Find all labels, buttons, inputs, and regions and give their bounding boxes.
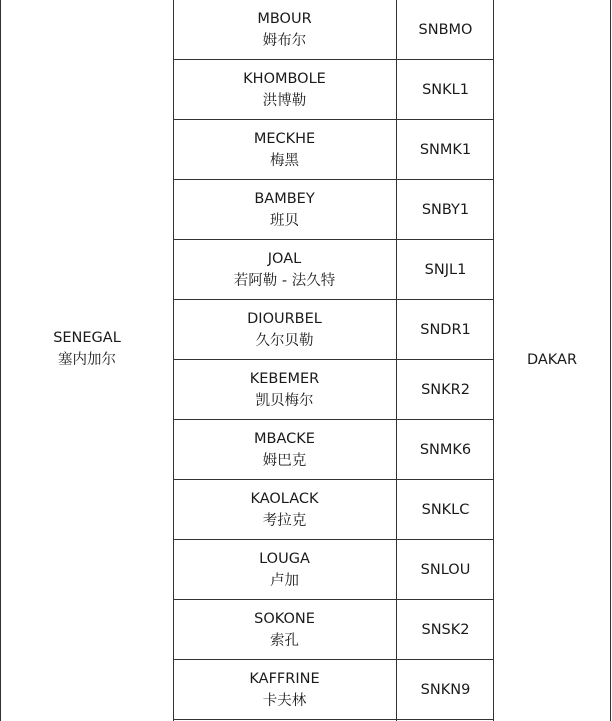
port-name-zh: 卡夫林 [262,692,307,709]
port-name-zh: 姆布尔 [262,32,307,49]
table-border-right [610,0,611,721]
port-name-cell [173,120,396,179]
port-name-en: LOUGA [259,550,310,567]
port-code-cell: SNMK1 [419,141,472,158]
port-name-en: DIOURBEL [247,310,322,327]
country-name-en: SENEGAL [53,329,121,346]
country-name-zh: 塞内加尔 [57,351,116,368]
port-name-zh: 索孔 [270,632,299,649]
table-row [173,420,494,480]
table-row [173,0,494,60]
port-code-cell: SNJL1 [424,261,467,278]
port-name-en: KHOMBOLE [243,70,326,87]
port-name-cell [173,180,396,239]
port-name-zh: 梅黑 [270,152,299,169]
port-code-cell: SNDR1 [420,321,471,338]
port-name-cell [173,420,396,479]
table-row [173,480,494,540]
port-name-cell [173,600,396,659]
port-name-cell [173,660,396,719]
port-name-en: KAFFRINE [249,670,320,687]
port-name-en: MECKHE [253,130,316,147]
port-name-en: KAOLACK [250,490,319,507]
port-name-cell [173,480,396,539]
port-name-en: MBACKE [254,430,315,447]
capital-cell [494,0,610,721]
port-name-cell [173,60,396,119]
port-name-zh: 若阿勒 - 法久特 [233,272,336,289]
port-code-cell: SNKN9 [420,681,471,698]
port-name-cell [173,300,396,359]
port-name-zh: 班贝 [270,212,299,229]
port-name-zh: 久尔贝勒 [255,332,314,349]
port-name-en: MBOUR [257,10,312,27]
table-row [173,660,494,720]
port-name-en: JOAL [267,250,302,267]
port-name-zh: 姆巴克 [262,452,307,469]
port-code-cell: SNSK2 [421,621,470,638]
port-name-zh: 考拉克 [262,512,307,529]
table-row [173,300,494,360]
port-code-cell: SNBMO [418,21,473,38]
port-name-zh: 洪博勒 [262,92,307,109]
table-row [173,540,494,600]
port-name-cell [173,240,396,299]
port-list [173,0,495,721]
port-name-en: KEBEMER [249,370,320,387]
table-row [173,240,494,300]
port-code-cell: SNLOU [420,561,471,578]
port-code-cell: SNKL1 [422,81,469,98]
port-name-cell [173,0,396,59]
port-code-cell: SNMK6 [419,441,472,458]
port-name-cell [173,360,396,419]
table-row [173,360,494,420]
port-name-en: BAMBEY [254,190,315,207]
port-code-cell: SNKR2 [421,381,470,398]
port-name-zh: 凯贝梅尔 [255,392,314,409]
table-row [173,120,494,180]
capital-name: DAKAR [526,351,578,368]
table-row [173,60,494,120]
port-name-zh: 卢加 [270,572,299,589]
port-name-en: SOKONE [254,610,315,627]
table-row [173,600,494,660]
port-code-cell: SNBY1 [421,201,470,218]
port-name-cell [173,540,396,599]
country-cell [1,0,173,721]
port-code-cell: SNKLC [421,501,470,518]
table-row [173,180,494,240]
